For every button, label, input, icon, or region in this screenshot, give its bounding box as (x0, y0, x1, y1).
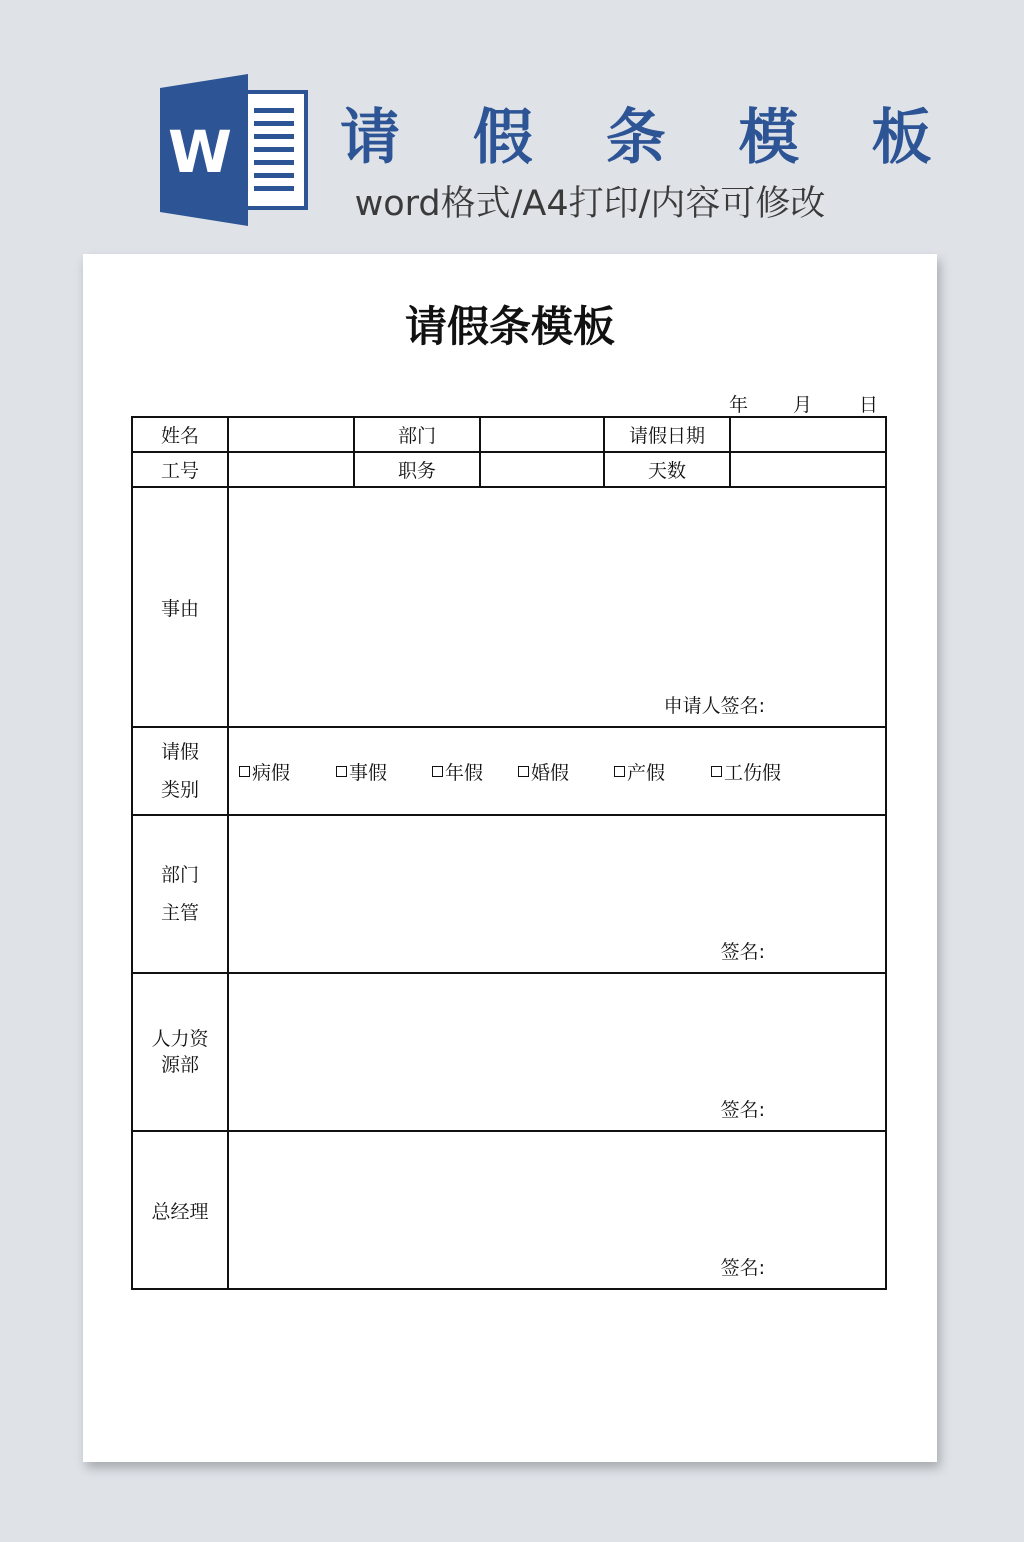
department-field[interactable] (480, 417, 604, 452)
hr-label-line1: 人力资 (151, 1028, 209, 1050)
leave-type-label-line2: 类别 (160, 779, 199, 801)
leave-type-label-line1: 请假 (160, 741, 199, 763)
dept-supervisor-label (132, 815, 228, 973)
checkbox-icon[interactable] (432, 766, 443, 777)
name-input[interactable] (229, 426, 353, 443)
word-logo-letter: W (168, 118, 232, 186)
applicant-signature-label: 申请人签名: (663, 695, 765, 717)
hr-label (132, 973, 228, 1131)
document-page (83, 254, 937, 1462)
hr-content-cell[interactable] (228, 973, 886, 1131)
leave-date-label: 请假日期 (604, 417, 730, 452)
position-field[interactable] (480, 452, 604, 487)
leave-option-label: 工伤假 (724, 761, 782, 784)
checkbox-icon[interactable] (518, 766, 529, 777)
table-row (132, 452, 886, 487)
dept-supervisor-label-line1: 部门 (160, 864, 199, 886)
general-manager-content-area[interactable] (229, 1132, 885, 1288)
date-month-label: 月 (793, 394, 813, 416)
leave-type-options-cell (228, 727, 886, 815)
leave-date-field[interactable] (730, 417, 886, 452)
leave-option-label: 年假 (445, 761, 484, 784)
banner-title: 请 假 条 模 板 (340, 103, 958, 173)
leave-form-table (131, 416, 887, 1290)
general-manager-signature-label: 签名: (720, 1257, 765, 1279)
leave-date-input[interactable] (731, 426, 885, 443)
leave-option-sick[interactable] (239, 758, 336, 785)
dept-supervisor-content-cell[interactable] (228, 815, 886, 973)
name-label: 姓名 (132, 417, 228, 452)
leave-option-work-injury[interactable] (711, 758, 781, 785)
general-manager-label (132, 1131, 228, 1289)
position-input[interactable] (481, 461, 603, 478)
hr-content-area[interactable] (229, 974, 885, 1130)
reason-label: 事由 (132, 487, 228, 727)
table-row (132, 1131, 886, 1289)
employee-id-label: 工号 (132, 452, 228, 487)
checkbox-icon[interactable] (711, 766, 722, 777)
date-day-label: 日 (859, 394, 879, 416)
table-row (132, 973, 886, 1131)
hr-label-line2: 源部 (160, 1054, 199, 1076)
days-field[interactable] (730, 452, 886, 487)
table-row (132, 417, 886, 452)
days-label: 天数 (604, 452, 730, 487)
reason-content-cell[interactable] (228, 487, 886, 727)
days-input[interactable] (731, 461, 885, 478)
department-label: 部门 (354, 417, 480, 452)
general-manager-content-cell[interactable] (228, 1131, 886, 1289)
leave-option-label: 事假 (349, 761, 388, 784)
checkbox-icon[interactable] (336, 766, 347, 777)
leave-option-maternity[interactable] (614, 758, 711, 785)
leave-type-label (132, 727, 228, 815)
position-label: 职务 (354, 452, 480, 487)
leave-option-label: 婚假 (531, 761, 570, 784)
dept-supervisor-content-area[interactable] (229, 816, 885, 972)
table-row (132, 727, 886, 815)
leave-option-label: 病假 (252, 761, 291, 784)
department-input[interactable] (481, 426, 603, 443)
leave-option-annual[interactable] (432, 758, 518, 785)
dept-supervisor-label-line2: 主管 (160, 902, 199, 924)
leave-option-label: 产假 (627, 761, 666, 784)
leave-option-marriage[interactable] (518, 758, 614, 785)
reason-content-area[interactable] (229, 488, 885, 726)
checkbox-icon[interactable] (614, 766, 625, 777)
leave-option-personal[interactable] (336, 758, 432, 785)
general-manager-label-line1: 总经理 (151, 1200, 209, 1223)
document-title: 请假条模板 (404, 302, 615, 351)
date-year-label: 年 (729, 394, 749, 416)
dept-supervisor-signature-label: 签名: (720, 941, 765, 963)
table-row (132, 815, 886, 973)
table-row (132, 487, 886, 727)
name-field[interactable] (228, 417, 354, 452)
employee-id-input[interactable] (229, 461, 353, 478)
banner-subtitle: word格式/A4打印/内容可修改 (354, 184, 826, 224)
word-logo-icon (160, 74, 308, 226)
hr-signature-label: 签名: (720, 1099, 765, 1121)
leave-type-options (229, 758, 885, 785)
checkbox-icon[interactable] (239, 766, 250, 777)
employee-id-field[interactable] (228, 452, 354, 487)
